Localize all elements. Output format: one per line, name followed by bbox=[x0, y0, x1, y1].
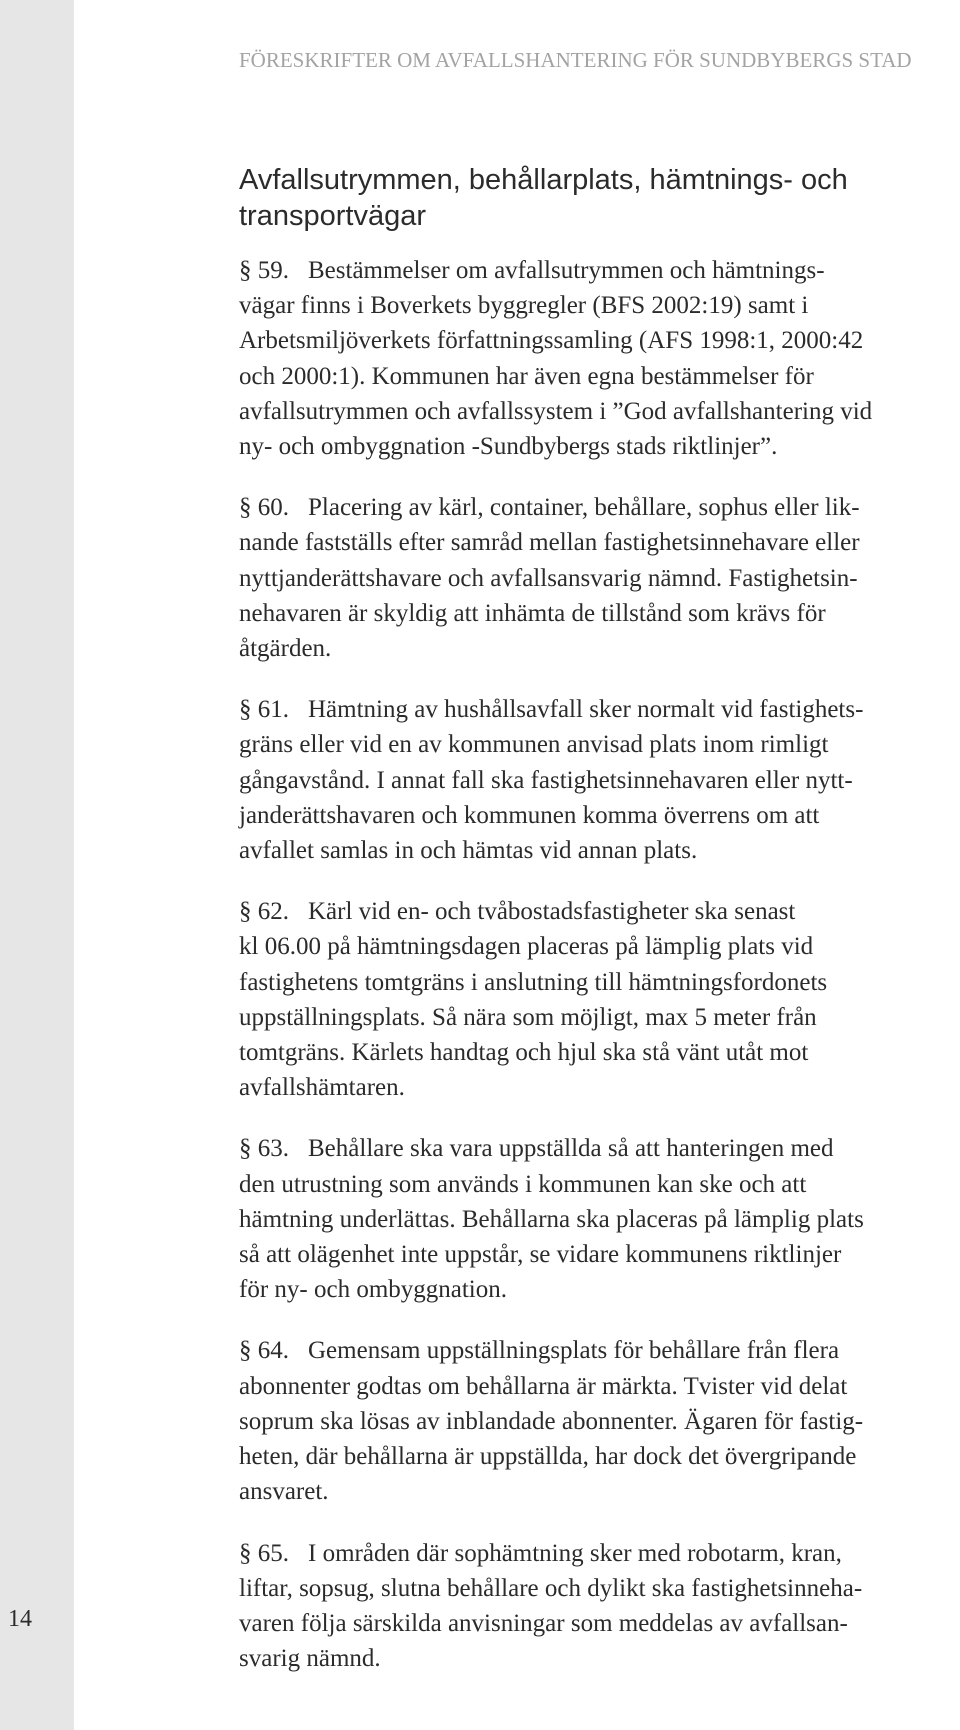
margin-strip bbox=[0, 0, 74, 1730]
paragraph-number: § 65. bbox=[239, 1539, 289, 1567]
paragraph-line bbox=[239, 833, 960, 868]
paragraph-line bbox=[239, 1131, 960, 1166]
paragraph-line-text: och 2000:1). Kommunen har även egna bestämmelser för bbox=[239, 362, 814, 390]
paragraph-line bbox=[239, 288, 960, 323]
paragraph-line-text: heten, där behållarna är uppställda, har dock det övergripande bbox=[239, 1443, 857, 1471]
paragraph-line bbox=[239, 965, 960, 1000]
paragraph-line bbox=[239, 1536, 960, 1571]
paragraph-line-text: vägar finns i Boverkets byggregler (BFS 2002:19) samt i bbox=[239, 292, 809, 320]
regulation-paragraph bbox=[239, 1333, 960, 1509]
paragraph-line-text: Bestämmelser om avfallsutrymmen och hämtnings- bbox=[308, 257, 825, 284]
paragraph-line bbox=[239, 429, 960, 464]
paragraph-line-text: hämtning underlättas. Behållarna ska placeras på lämplig plats bbox=[239, 1205, 864, 1233]
paragraph-line-text: liftar, sopsug, slutna behållare och dylikt ska fastighetsinneha- bbox=[239, 1574, 863, 1602]
paragraph-line bbox=[239, 692, 960, 727]
paragraph-line-text: Behållare ska vara uppställda så att hanteringen med bbox=[308, 1135, 834, 1163]
paragraph-line bbox=[239, 253, 960, 288]
paragraph-number: § 64. bbox=[239, 1337, 289, 1365]
paragraph-number: § 61. bbox=[239, 696, 289, 724]
paragraph-line bbox=[239, 359, 960, 394]
paragraph-line bbox=[239, 1369, 960, 1404]
regulation-paragraph bbox=[239, 894, 960, 1105]
paragraph-line bbox=[239, 1404, 960, 1439]
paragraph-line bbox=[239, 1439, 960, 1474]
paragraph-line-text: janderättshavaren och kommunen komma överrens om att bbox=[239, 801, 820, 829]
paragraph-line bbox=[239, 727, 960, 762]
paragraph-line bbox=[239, 323, 960, 358]
paragraph-line-text: tomtgräns. Kärlets handtag och hjul ska stå vänt utåt mot bbox=[239, 1039, 809, 1067]
paragraph-line bbox=[239, 394, 960, 429]
paragraph-number: § 60. bbox=[239, 494, 289, 522]
paragraph-line-text: kl 06.00 på hämtningsdagen placeras på lämplig plats vid bbox=[239, 933, 814, 961]
paragraph-line bbox=[239, 1070, 960, 1105]
paragraph-line bbox=[239, 490, 960, 525]
paragraph-line-text: den utrustning som används i kommunen kan ske och att bbox=[239, 1170, 807, 1198]
paragraph-line-text: nande fastställs efter samråd mellan fastighetsinnehavare eller bbox=[239, 529, 860, 557]
paragraph-line-text: abonnenter godtas om behållarna är märkta. Tvister vid delat bbox=[239, 1372, 848, 1400]
paragraph-line-text: Kärl vid en- och tvåbostadsfastigheter ska senast bbox=[308, 898, 796, 926]
paragraph-line-text: för ny- och ombyggnation. bbox=[239, 1276, 508, 1304]
paragraph-line bbox=[239, 763, 960, 798]
regulation-paragraph bbox=[239, 1536, 960, 1677]
paragraph-line-text: gräns eller vid en av kommunen anvisad plats inom rimligt bbox=[239, 731, 829, 759]
paragraph-line-text: Arbetsmiljöverkets författningssamling (AFS 1998:1, 2000:42 bbox=[239, 327, 864, 355]
paragraph-line bbox=[239, 1167, 960, 1202]
paragraph-line-text: varen följa särskilda anvisningar som meddelas av avfallsan- bbox=[239, 1609, 848, 1637]
paragraph-line bbox=[239, 1333, 960, 1368]
regulation-paragraph bbox=[239, 1131, 960, 1307]
paragraph-line-text: Placering av kärl, container, behållare, sophus eller lik- bbox=[308, 494, 860, 522]
paragraph-line-text: avfallshämtaren. bbox=[239, 1074, 405, 1102]
paragraph-line bbox=[239, 1571, 960, 1606]
paragraph-line bbox=[239, 631, 960, 666]
paragraph-line-text: svarig nämnd. bbox=[239, 1645, 381, 1673]
paragraph-line bbox=[239, 1641, 960, 1676]
paragraph-line-text: ny- och ombyggnation -Sundbybergs stads riktlinjer”. bbox=[239, 433, 778, 461]
paragraph-line-text: avfallet samlas in och hämtas vid annan plats. bbox=[239, 837, 698, 865]
paragraph-line bbox=[239, 596, 960, 631]
paragraph-line-text: gångavstånd. I annat fall ska fastighetsinnehavaren eller nytt- bbox=[239, 766, 853, 794]
paragraph-line bbox=[239, 1202, 960, 1237]
paragraph-line-text: Gemensam uppställningsplats för behållare från flera bbox=[308, 1337, 840, 1365]
paragraph-line-text: ansvaret. bbox=[239, 1478, 329, 1506]
paragraph-line bbox=[239, 1606, 960, 1641]
paragraph-line bbox=[239, 1474, 960, 1509]
regulation-paragraph bbox=[239, 490, 960, 666]
paragraph-line-text: Hämtning av hushållsavfall sker normalt vid fastighets- bbox=[308, 696, 864, 724]
paragraph-line bbox=[239, 1000, 960, 1035]
paragraph-line-text: I områden där sophämtning sker med robotarm, kran, bbox=[308, 1539, 842, 1567]
paragraph-number: § 62. bbox=[239, 898, 289, 926]
page-number: 14 bbox=[8, 1606, 32, 1632]
paragraph-line-text: fastighetens tomtgräns i anslutning till hämtningsfordonets bbox=[239, 968, 828, 996]
regulation-text bbox=[239, 253, 960, 1702]
paragraph-line-text: soprum ska lösas av inblandade abonnenter. Ägaren för fastig- bbox=[239, 1407, 864, 1435]
paragraph-line-text: åtgärden. bbox=[239, 635, 332, 663]
paragraph-line bbox=[239, 798, 960, 833]
paragraph-line bbox=[239, 894, 960, 929]
paragraph-line bbox=[239, 561, 960, 596]
paragraph-line-text: nehavaren är skyldig att inhämta de tillstånd som krävs för bbox=[239, 599, 826, 627]
regulation-paragraph bbox=[239, 253, 960, 464]
section-heading: Avfallsutrymmen, behållarplats, hämtnings- och transportvägar bbox=[239, 164, 848, 232]
paragraph-line-text: nyttjanderättshavare och avfallsansvarig nämnd. Fastighetsin- bbox=[239, 564, 858, 592]
paragraph-line-text: så att olägenhet inte uppstår, se vidare kommunens riktlinjer bbox=[239, 1241, 842, 1269]
paragraph-line-text: uppställningsplats. Så nära som möjligt, max 5 meter från bbox=[239, 1003, 817, 1031]
paragraph-line bbox=[239, 1272, 960, 1307]
paragraph-line bbox=[239, 1035, 960, 1070]
regulation-paragraph bbox=[239, 692, 960, 868]
paragraph-line bbox=[239, 929, 960, 964]
running-header: FÖRESKRIFTER OM AVFALLSHANTERING FÖR SUNDBYBERGS STAD bbox=[239, 48, 912, 72]
paragraph-line bbox=[239, 1237, 960, 1272]
paragraph-number: § 59. bbox=[239, 257, 289, 284]
paragraph-number: § 63. bbox=[239, 1135, 289, 1163]
paragraph-line bbox=[239, 525, 960, 560]
paragraph-line-text: avfallsutrymmen och avfallssystem i ”God avfallshantering vid bbox=[239, 397, 873, 425]
